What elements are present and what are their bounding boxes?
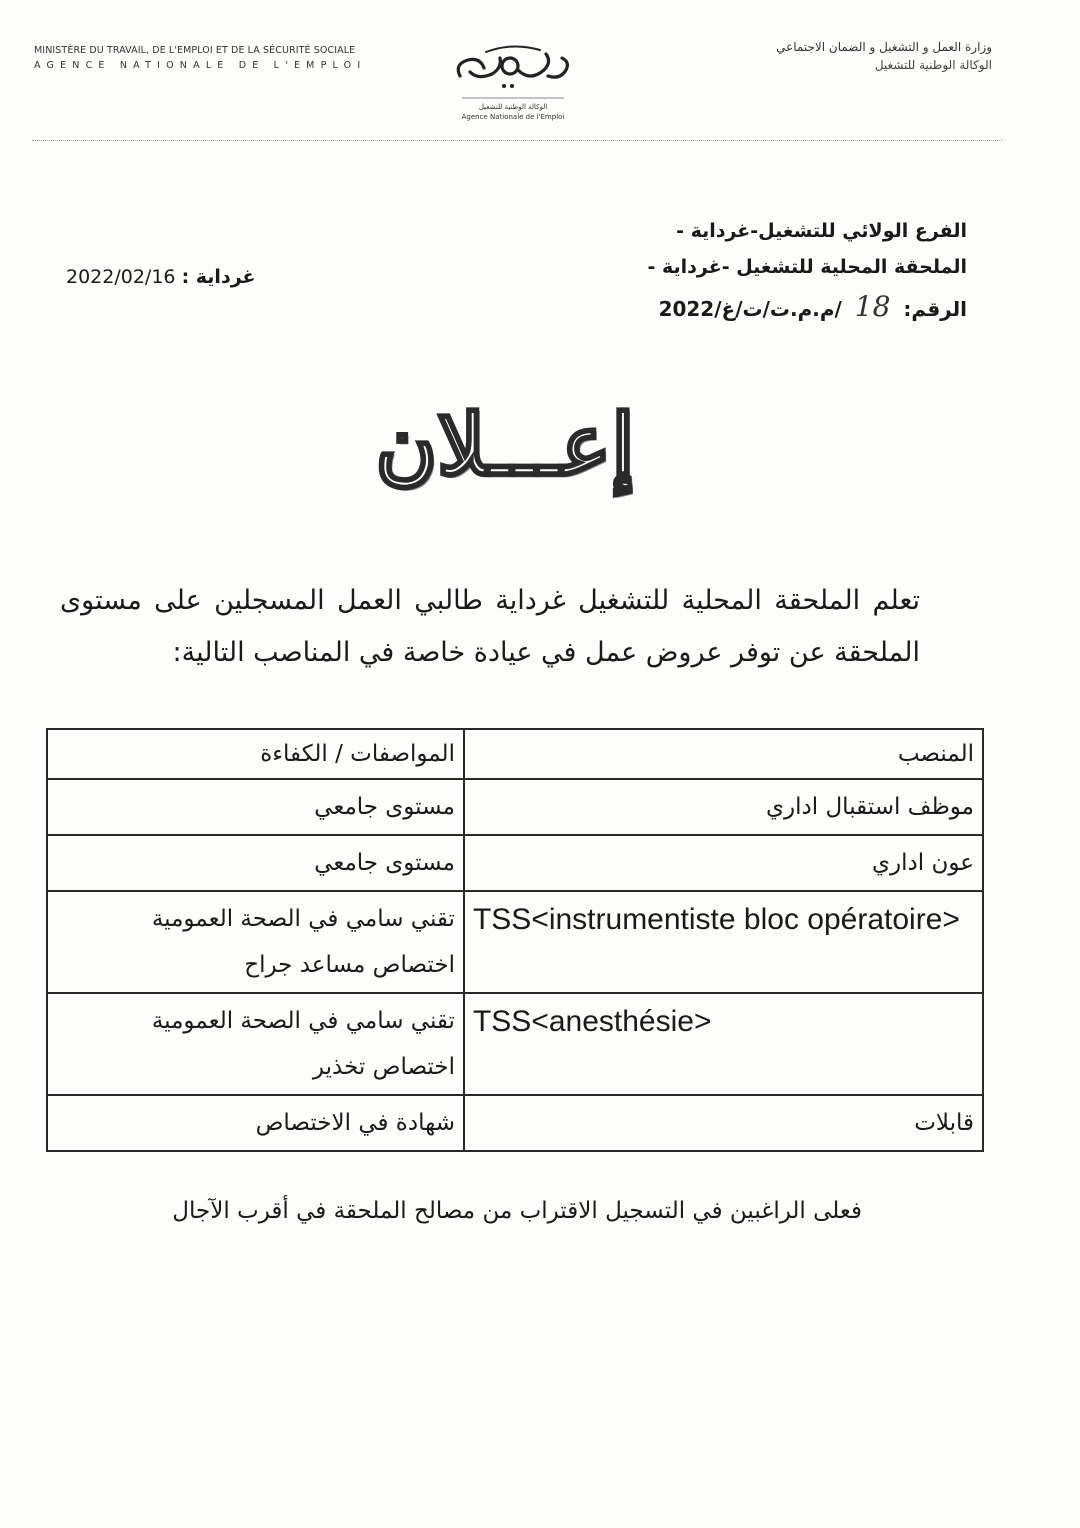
post-cell: قابلات [464, 1095, 983, 1151]
post-cell: TSS<anesthésie> [464, 993, 983, 1095]
sender-branch: الفرع الولائي للتشغيل-غرداية - [676, 220, 967, 242]
spec-line: تقني سامي في الصحة العمومية [151, 906, 455, 932]
spec-cell [47, 891, 464, 993]
table-header-row [47, 729, 983, 779]
post-cell: TSS<instrumentiste bloc opératoire> [464, 891, 983, 993]
sender-office: الملحقة المحلية للتشغيل -غرداية - [647, 256, 967, 278]
intro-paragraph: تعلم الملحقة المحلية للتشغيل غرداية طالبي العمل المسجلين على مستوى الملحقة عن توفر عروض عمل في عيادة خاصة في المناصب التالية: [60, 585, 920, 668]
reference-number [659, 290, 967, 323]
header-spec: المواصفات / الكفاءة [47, 729, 464, 779]
spec-line: اختصاص تخذير [312, 1054, 455, 1080]
post-cell: موظف استقبال اداري [464, 779, 983, 835]
header-divider [32, 140, 1002, 141]
announcement-title: إعـــلان [375, 395, 635, 494]
reference-label: الرقم: [903, 297, 967, 321]
date-place: غرداية : [181, 266, 256, 288]
date-line [66, 266, 256, 288]
table-row [47, 835, 983, 891]
spec-cell: مستوى جامعي [47, 835, 464, 891]
spec-line: اختصاص مساعد جراح [244, 952, 455, 978]
reference-handwritten-number: 18 [854, 290, 891, 323]
positions-table [46, 728, 984, 1152]
table-row [47, 993, 983, 1095]
spec-cell: مستوى جامعي [47, 779, 464, 835]
header-agency-ar: الوكالة الوطنية للتشغيل [874, 58, 992, 72]
table-row [47, 779, 983, 835]
header-ministry-fr: MINISTÈRE DU TRAVAIL, DE L'EMPLOI ET DE LA SÉCURITÉ SOCIALE [34, 45, 356, 56]
spec-cell: شهادة في الاختصاص [47, 1095, 464, 1151]
logo-caption-ar: الوكالة الوطنية للتشغيل [478, 103, 548, 111]
closing-note: فعلى الراغبين في التسجيل الاقتراب من مصالح الملحقة في أقرب الآجال [172, 1198, 862, 1224]
date-value: 2022/02/16 [66, 266, 176, 288]
header-ministry-ar: وزارة العمل و التشغيل و الضمان الاجتماعي [776, 40, 992, 54]
reference-suffix: /م.م.ت/ت/غ/2022 [658, 297, 842, 321]
table-row [47, 891, 983, 993]
table-row [47, 1095, 983, 1151]
header-post: المنصب [464, 729, 983, 779]
spec-cell [47, 993, 464, 1095]
header-agency-fr: AGENCE NATIONALE DE L'EMPLOI [34, 60, 367, 71]
logo-caption-fr: Agence Nationale de l'Emploi [461, 113, 565, 121]
spec-line: تقني سامي في الصحة العمومية [151, 1008, 455, 1034]
post-cell: عون اداري [464, 835, 983, 891]
